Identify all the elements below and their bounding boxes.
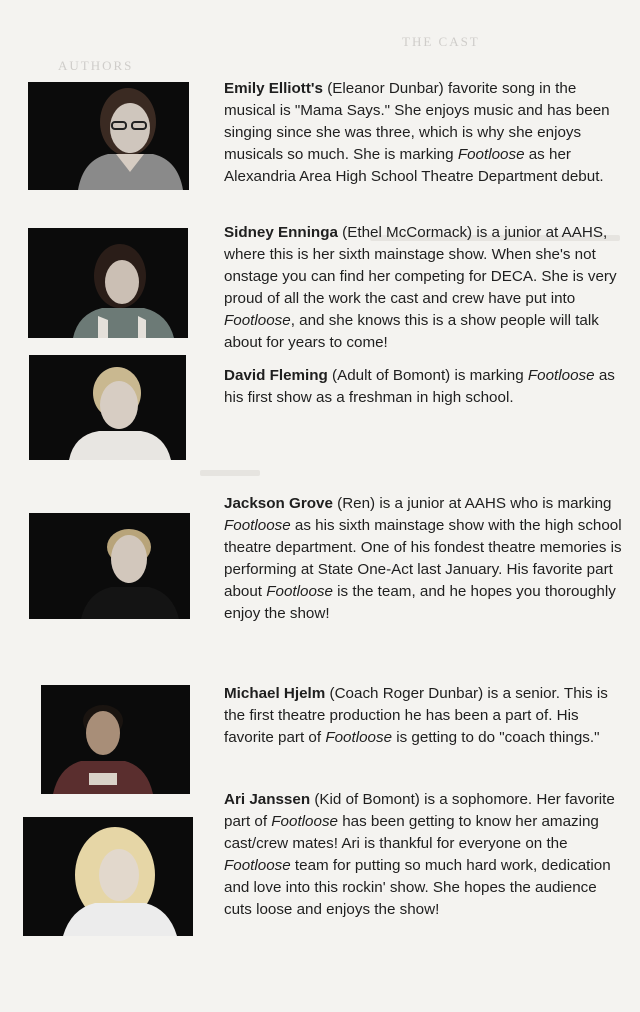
cast-name: Michael Hjelm — [224, 685, 326, 702]
headshot-photo — [28, 228, 188, 338]
bio-text: is marking — [450, 367, 528, 384]
bio-text: is the team, and he hopes you thoroughly enjoy the show! — [224, 583, 616, 622]
bio-text: is a senior. This is the first theatre production he has been a part of. His favorite part of — [224, 685, 608, 746]
cast-role: (Ren) — [337, 495, 376, 512]
bio-text: as his first show as a freshman in high school. — [224, 367, 615, 406]
cast-name: Sidney Enninga — [224, 224, 338, 241]
cast-role: (Ethel McCormack) — [342, 224, 473, 241]
cast-name: Jackson Grove — [224, 495, 333, 512]
show-title: Footloose — [224, 312, 291, 329]
headshot-photo — [41, 685, 190, 794]
cast-name: Ari Janssen — [224, 791, 311, 808]
show-title: Footloose — [527, 367, 595, 384]
bleed-through-heading-right: THE CAST — [402, 34, 480, 49]
bio-text: , and she knows this is a show people will talk about for years to come! — [224, 312, 599, 351]
cast-role: (Eleanor Dunbar) — [327, 80, 444, 97]
bio-text: is a junior at AAHS, where this is her sixth mainstage show. When she's not onstage you can find her competing for DECA. She is very proud of all the work the cast and crew have put into — [224, 224, 617, 307]
bio-text: favorite song in the musical is "Mama Says." She enjoys music and has been singing since she was three, which is why she enjoys musicals so much. She is marking — [224, 80, 610, 163]
bio-text: is a sophomore. Her favorite part of — [224, 791, 615, 830]
cast-bio — [224, 78, 624, 188]
cast-name: Emily Elliott's — [224, 80, 323, 97]
cast-bio — [224, 365, 624, 409]
cast-bio — [224, 222, 624, 354]
cast-role: (Kid of Bomont) — [314, 791, 420, 808]
bio-text: as his sixth mainstage show with the high school theatre department. One of his fondest theatre memories is performing at State One-Act last January. His favorite part about — [224, 517, 622, 600]
show-title: Footloose — [224, 517, 291, 534]
show-title: Footloose — [457, 146, 525, 163]
show-title: Footloose — [325, 729, 393, 746]
show-title: Footloose — [266, 583, 333, 600]
bio-text: as her Alexandria Area High School Theatre Department debut. — [224, 146, 604, 185]
show-title: Footloose — [271, 813, 338, 830]
cast-bio — [224, 789, 624, 921]
cast-role: (Coach Roger Dunbar) — [329, 685, 484, 702]
headshot-photo — [28, 82, 189, 190]
bio-text: team for putting so much hard work, dedication and love into this rockin' show. She hopes the audience cuts loose and enjoys the show! — [224, 857, 611, 918]
bio-text: has been getting to know her amazing cast/crew mates! Ari is thankful for everyone on the — [224, 813, 599, 852]
cast-bio — [224, 683, 624, 749]
bio-text: is a junior at AAHS who is marking — [375, 495, 612, 512]
bio-text: is getting to do "coach things." — [392, 729, 600, 746]
show-title: Footloose — [224, 857, 291, 874]
bleed-through-heading-left: AUTHORS — [58, 58, 134, 73]
bleed-through-line — [200, 470, 260, 476]
cast-role: (Adult of Bomont) — [332, 367, 451, 384]
cast-name: David Fleming — [224, 367, 328, 384]
headshot-photo — [23, 817, 193, 936]
headshot-photo — [29, 513, 190, 619]
headshot-photo — [29, 355, 186, 460]
cast-bio — [224, 493, 624, 625]
